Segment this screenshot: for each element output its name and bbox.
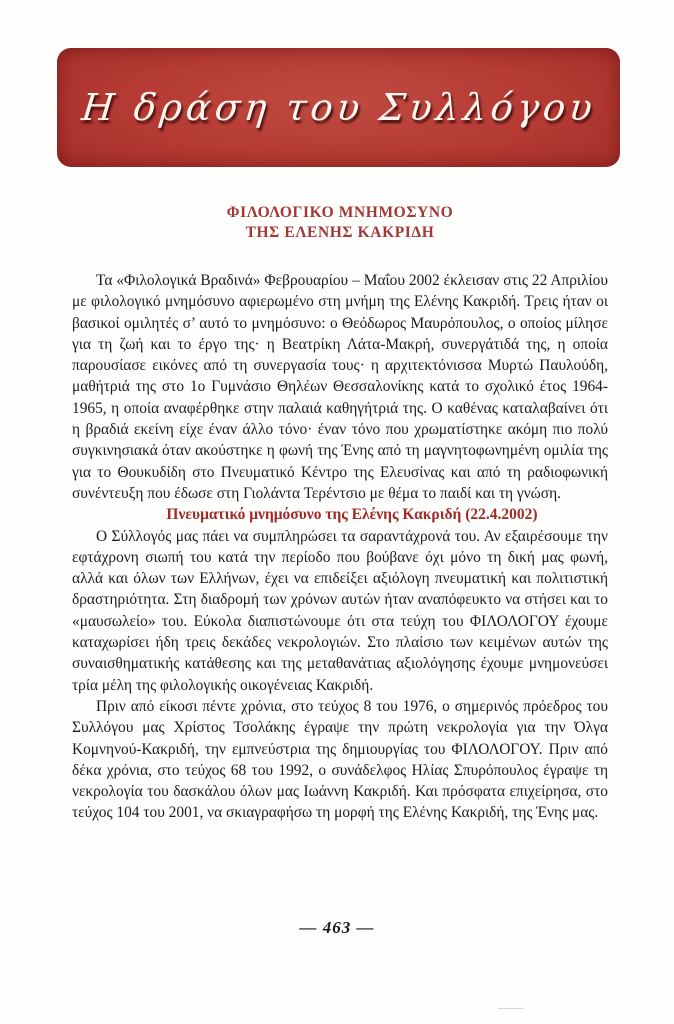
paragraph-1: Τα «Φιλολογικά Βραδινά» Φεβρουαρίου – Μαΐου 2002 έκλεισαν στις 22 Απριλίου με φιλολογικό μνημόσυνο αφιερωμένο στη μνήμη της Ελένης Κακριδή. Τρεις ήταν οι βασικοί ομιλητές σ’ αυτό το μνημόσυνο: ο Θεόδωρος Μαυρόπουλος, ο οποίος μίλησε για τη ζωή και το έργο της· η Βεατρίκη Λάτα-Μακρή, συνεργάτιδά της, η οποία παρουσίασε εικόνες από τη συνεργασία τους· η αρχιτεκτόνισσα Μυρτώ Παυλούδη, μαθήτριά της στο 1ο Γυμνάσιο Θηλέων Θεσσαλονίκης κατά το σχολικό έτος 1964-1965, η οποία αναφέρθηκε στην παλαιά καθηγήτριά της. Ο καθένας καταλαβαίνει ότι η βραδιά εκείνη είχε έναν άλλο τόνο· έναν τόνο που χρωματίστηκε ακόμη πιο πολύ συγκινησιακά όταν ακούστηκε η φωνή της Ένης από τη μαγνητοφωνημένη ομιλία της για το Θουκυδίδη στο Πνευματικό Κέντρο της Ελευσίνας και από τη ραδιοφωνική συνέντευξη που έδωσε στη Γιολάντα Τερέντσιο με θέμα το παιδί και τη γνώση. [72, 272, 608, 502]
paragraph-2: Ο Σύλλογός μας πάει να συμπληρώσει τα σαραντάχρονά του. Αν εξαιρέσουμε την εφτάχρονη σιωπή του κατά την περίοδο που βούβανε όχι μόνο τη δική μας φωνή, αλλά και όλων των Ελλήνων, έχει να επιδείξει αξιόλογη πνευματική και πολιτιστική δραστηριότητα. Στη διαδρομή των χρόνων αυτών ήταν αναπόφευκτο να στήσει και το «μαυσωλείο» του. Εύκολα διαπιστώνουμε ότι στα τεύχη του ΦΙΛΟΛΟΓΟΥ έχουμε καταχωρίσει ήδη τρεις δεκάδες νεκρολογιών. Στο πλαίσιο των κειμένων αυτών της συναισθηματικής κατάθεσης και της μεταθανάτιας αξιολόγησης έχουμε μνημονεύσει τρία μέλη της φιλολογικής οικογένειας Κακριδή. [72, 527, 608, 694]
page-number: — 463 — [299, 918, 375, 937]
article-title-line2: ΤΗΣ ΕΛΕΝΗΣ ΚΑΚΡΙΔΗ [245, 224, 435, 241]
section-banner [57, 48, 620, 167]
paragraph-3: Πριν από είκοσι πέντε χρόνια, στο τεύχος 8 του 1976, ο σημερινός πρόεδρος του Συλλόγου μας Χρίστος Τσολάκης έγραψε την πρώτη νεκρολογία για την Όλγα Κομνηνού-Κακριδή, την εμπνεύστρια της δημιουργίας του ΦΙΛΟΛΟΓΟΥ. Πριν από δέκα χρόνια, στο τεύχος 68 του 1992, ο συνάδελφος Ηλίας Σπυρόπουλος έγραψε τη νεκρολογία του δασκάλου όλων μας Ιωάννη Κακριδή. Και πρόσφατα επιχείρησα, στο τεύχος 104 του 2001, να σκιαγραφήσω τη μορφή της Ελένης Κακριδή, της Ένης μας. [72, 697, 608, 822]
banner-title: Η δράση του Συλλόγου [79, 86, 598, 129]
article-body [72, 270, 608, 824]
article-title-line1: ΦΙΛΟΛΟΓΙΚΟ ΜΝΗΜΟΣΥΝΟ [226, 204, 454, 221]
article-title [72, 203, 608, 243]
scan-artifact-line [498, 1008, 524, 1009]
subheading: Πνευματικό μνημόσυνο της Ελένης Κακριδή (22.4.2002) [166, 506, 538, 524]
